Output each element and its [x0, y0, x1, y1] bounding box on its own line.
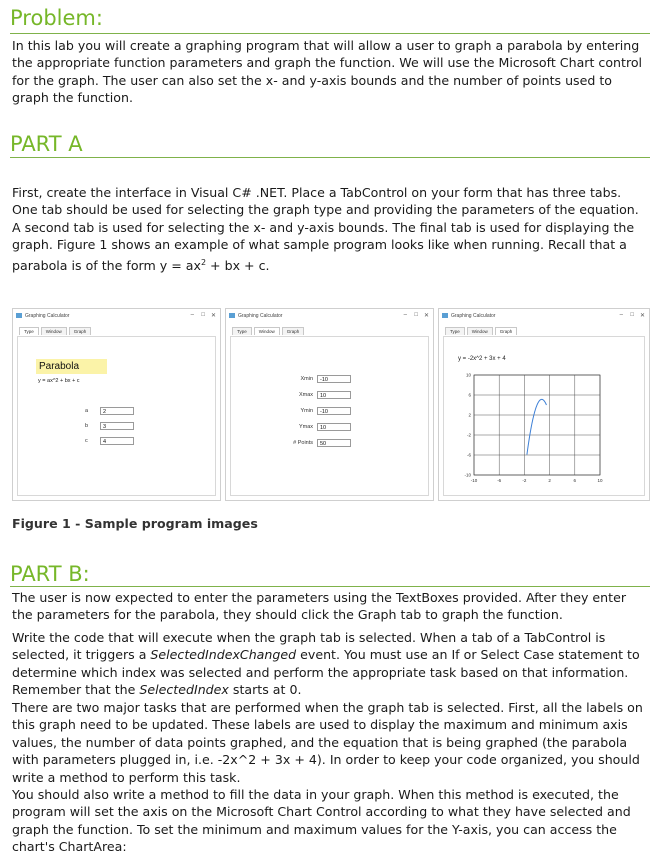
maximize-icon[interactable]: □	[201, 312, 205, 318]
tab-window[interactable]: Window	[467, 327, 493, 335]
title-bar	[226, 309, 433, 323]
param-b-label: b	[85, 423, 89, 429]
part-a-heading: PART A	[10, 132, 83, 156]
tab-window[interactable]: Window	[254, 327, 280, 335]
tab-type[interactable]: Type	[19, 327, 39, 335]
graph-type-label[interactable]: Parabola	[36, 359, 107, 374]
param-c-input[interactable]: 4	[100, 437, 134, 445]
maximize-icon[interactable]: □	[414, 312, 418, 318]
param-b-input[interactable]: 3	[100, 422, 134, 430]
minimize-icon[interactable]: –	[190, 312, 194, 318]
xmin-input[interactable]: -10	[317, 375, 351, 383]
figure-1	[12, 308, 650, 501]
parabola-series-line	[527, 399, 547, 454]
part-b-paragraph-2: Write the code that will execute when the graph tab is selected. When a tab of a TabControl is selected, it triggers a SelectedIndexChanged event. You must use an If or Select Case statement to determine which index was selected and perform the appropriate task based on that information. Remember that the SelectedIndex starts at 0.	[12, 630, 640, 698]
problem-rule	[10, 33, 650, 34]
y-tick-label: 10	[465, 372, 471, 378]
param-a-input[interactable]: 2	[100, 407, 134, 415]
app-icon	[16, 313, 22, 318]
parabola-chart	[444, 367, 624, 492]
x-tick-label: 6	[573, 478, 577, 483]
x-tick-label: 2	[548, 478, 551, 483]
maximize-icon[interactable]: □	[630, 312, 634, 318]
tab-page-graph	[443, 336, 645, 496]
tab-strip	[232, 327, 304, 335]
part-a-paragraph: First, create the interface in Visual C# .NET. Place a TabControl on your form that has three tabs. One tab should be used for selecting the graph type and providing the parameters of the equation. A second tab is used for selecting the x- and y-axis bounds. The final tab is used for displaying the graph. Figure 1 shows an example of what sample program looks like when running. Recall that a parabola is of the form $y = ax^2$ + bx + c.	[12, 185, 639, 273]
xmax-input[interactable]: 10	[317, 391, 351, 399]
y-tick-label: 2	[468, 412, 471, 418]
graph-equation-label: y = -2x^2 + 3x + 4	[458, 356, 506, 362]
tab-type[interactable]: Type	[232, 327, 252, 335]
close-icon[interactable]: ✕	[210, 313, 216, 319]
tab-type[interactable]: Type	[445, 327, 465, 335]
ymin-input[interactable]: -10	[317, 407, 351, 415]
x-tick-label: 10	[597, 478, 603, 483]
tab-strip	[19, 327, 91, 335]
y-tick-label: -6	[466, 452, 471, 458]
param-c-label: c	[85, 438, 88, 444]
ymin-label: Ymin	[300, 408, 313, 414]
y-tick-label: -2	[466, 432, 471, 438]
window-title: Graphing Calculator	[451, 313, 496, 319]
ymax-input[interactable]: 10	[317, 423, 351, 431]
minimize-icon[interactable]: –	[619, 312, 623, 318]
app-window-bounds	[225, 308, 434, 501]
part-b-rule	[10, 586, 650, 587]
title-bar	[439, 309, 649, 323]
close-icon[interactable]: ✕	[423, 313, 429, 319]
window-title: Graphing Calculator	[238, 313, 283, 319]
param-a-label: a	[85, 408, 89, 414]
part-a-rule	[10, 157, 650, 158]
x-tick-label: -10	[470, 478, 478, 483]
y-tick-label: 6	[468, 392, 471, 398]
plot-area	[474, 375, 600, 475]
part-b-paragraph-1: The user is now expected to enter the parameters using the TextBoxes provided. After they enter the parameters for the parabola, they should click the Graph tab to graph the function.	[12, 590, 626, 623]
title-bar	[13, 309, 220, 323]
part-b-heading: PART B:	[10, 562, 90, 586]
app-icon	[229, 313, 235, 318]
y-tick-label: -10	[464, 472, 471, 478]
minimize-icon[interactable]: –	[403, 312, 407, 318]
x-tick-label: -6	[497, 478, 502, 483]
close-icon[interactable]: ✕	[639, 313, 645, 319]
app-window-type	[12, 308, 221, 501]
problem-heading: Problem:	[10, 6, 103, 30]
points-input[interactable]: 50	[317, 439, 351, 447]
xmin-label: Xmin	[300, 376, 313, 382]
problem-paragraph: In this lab you will create a graphing program that will allow a user to graph a parabola by entering the appropriate function parameters and graph the function. We will use the Microsoft Chart control for the graph. The user can also set the x- and y-axis bounds and the number of points used to graph the function.	[12, 38, 643, 106]
general-equation: y = ax^2 + bx + c	[38, 378, 80, 384]
app-icon	[442, 313, 448, 318]
window-title: Graphing Calculator	[25, 313, 70, 319]
tab-page-type	[17, 336, 216, 496]
tab-graph[interactable]: Graph	[495, 327, 518, 335]
part-b-paragraph-3: There are two major tasks that are performed when the graph tab is selected. First, all the labels on this graph need to be updated. These labels are used to display the maximum and minimum axis values, the number of data points graphed, and the equation that is being graphed (the parabola with parameters plugged in, i.e. -2x^2 + 3x + 4). In order to keep your code organized, you should write a method to perform this task.	[12, 700, 643, 785]
x-tick-label: -2	[522, 478, 527, 483]
app-window-graph	[438, 308, 650, 501]
tab-graph[interactable]: Graph	[69, 327, 92, 335]
xmax-label: Xmax	[298, 392, 313, 398]
ymax-label: Ymax	[298, 424, 313, 430]
tab-graph[interactable]: Graph	[282, 327, 305, 335]
tab-strip	[445, 327, 517, 335]
tab-window[interactable]: Window	[41, 327, 67, 335]
points-label: # Points	[293, 440, 313, 446]
part-b-paragraph-4: You should also write a method to fill the data in your graph. When this method is executed, the program will set the axis on the Microsoft Chart Control according to what they have selected and graph the function. To set the minimum and maximum values for the Y-axis, you can access the chart's ChartArea:	[12, 787, 631, 855]
tab-page-window	[230, 336, 429, 496]
figure-caption: Figure 1 - Sample program images	[12, 516, 258, 531]
